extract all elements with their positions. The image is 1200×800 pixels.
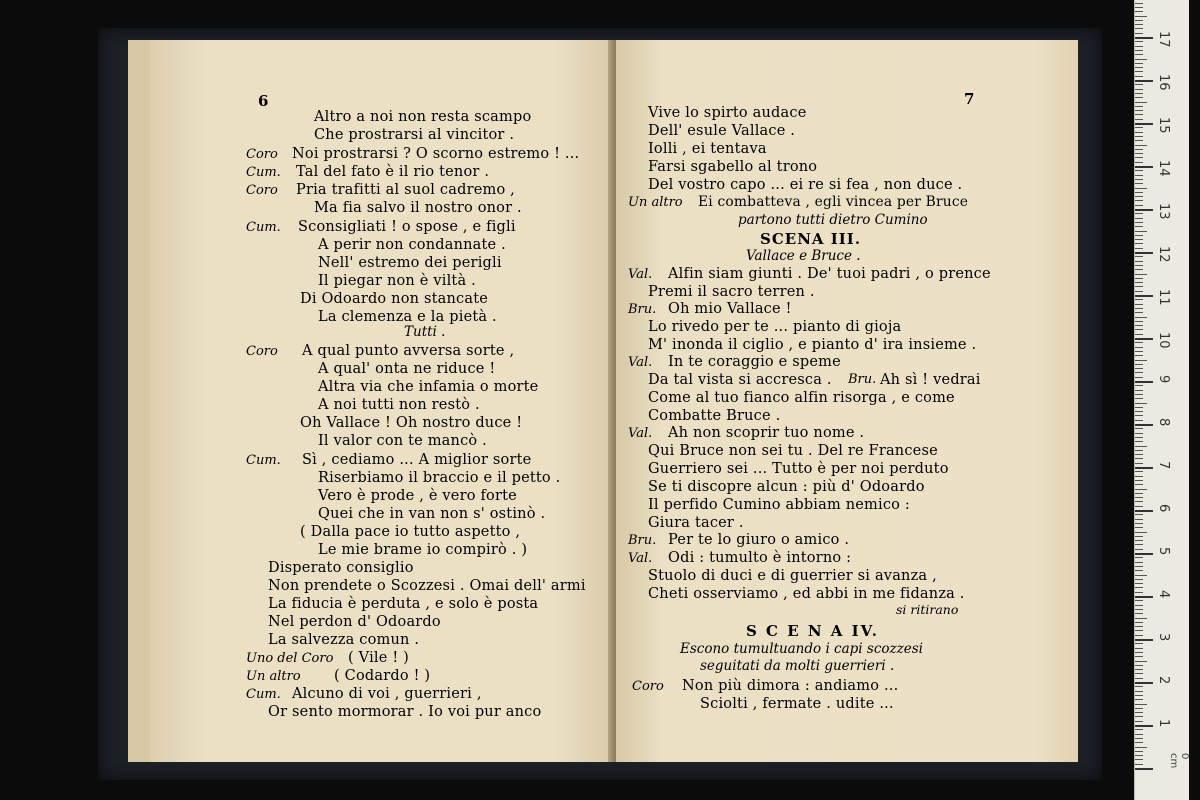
ruler-tick — [1135, 471, 1143, 472]
right-page-number: 7 — [964, 90, 975, 108]
ruler-tick — [1135, 725, 1153, 727]
ruler-tick — [1135, 596, 1153, 598]
ruler-unit: 0 cm — [1168, 753, 1190, 769]
ruler-tick — [1135, 50, 1143, 51]
verse-line: La fiducia è perduta , e solo è posta — [268, 596, 539, 612]
ruler-tick — [1135, 222, 1143, 223]
ruler-tick — [1135, 605, 1143, 606]
ruler-tick — [1135, 635, 1143, 636]
ruler-tick — [1135, 200, 1143, 201]
ruler-tick — [1135, 325, 1143, 326]
verse-line: Dell' esule Vallace . — [648, 123, 796, 139]
ruler-number: 11 — [1156, 289, 1171, 306]
verse-line: Vero è prode , è vero forte — [318, 488, 517, 504]
ruler-tick — [1135, 704, 1147, 705]
verse-line: Iolli , ei tentava — [648, 141, 767, 157]
ruler-tick — [1135, 136, 1143, 137]
ruler-tick — [1135, 16, 1147, 17]
speaker-label: Val. — [628, 355, 653, 370]
verse-line: A perir non condannate . — [318, 237, 506, 253]
ruler-tick — [1135, 721, 1143, 722]
verse-line: Nell' estremo dei perigli — [318, 255, 502, 271]
ruler-tick — [1135, 329, 1143, 330]
ruler-tick — [1135, 338, 1153, 340]
verse-line: Tal del fato è il rio tenor . — [296, 164, 490, 180]
ruler-number: 17 — [1156, 31, 1171, 48]
verse-line: Quei che in van non s' ostinò . — [318, 506, 546, 522]
left-page-number: 6 — [258, 92, 269, 110]
ruler-tick — [1135, 162, 1143, 163]
ruler-tick — [1135, 734, 1143, 735]
verse-line: Disperato consiglio — [268, 560, 414, 576]
ruler-tick — [1135, 463, 1143, 464]
verse-line: Or sento mormorar . Io voi pur anco — [268, 704, 542, 720]
verse-line: Guerriero sei ... Tutto è per noi perduto — [648, 461, 949, 477]
verse-line: A noi tutti non restò . — [318, 397, 480, 413]
ruler-tick — [1135, 716, 1143, 717]
ruler-tick — [1135, 747, 1147, 748]
ruler-tick — [1135, 695, 1143, 696]
ruler-tick — [1135, 7, 1143, 8]
ruler-tick — [1135, 157, 1143, 158]
ruler-tick — [1135, 213, 1143, 214]
verse-line: Stuolo di duci e di guerrier si avanza , — [648, 568, 937, 584]
ruler-tick — [1135, 424, 1153, 426]
ruler-tick — [1135, 398, 1143, 399]
speaker-label: Coro — [246, 147, 278, 162]
ruler-number: 10 — [1156, 332, 1171, 349]
ruler-tick — [1135, 570, 1143, 571]
ruler-tick — [1135, 102, 1147, 103]
ruler-tick — [1135, 67, 1143, 68]
ruler-tick — [1135, 764, 1143, 765]
verse-line: Alcuno di voi , guerrieri , — [292, 686, 482, 702]
ruler-tick — [1135, 351, 1143, 352]
ruler-tick — [1135, 557, 1143, 558]
ruler-tick — [1135, 626, 1143, 627]
ruler-tick — [1135, 562, 1143, 563]
ruler-tick — [1135, 54, 1143, 55]
ruler-tick — [1135, 63, 1143, 64]
ruler-tick — [1135, 768, 1153, 770]
ruler-tick — [1135, 321, 1143, 322]
speaker-label: Cum. — [246, 687, 281, 702]
verse-line: La salvezza comun . — [268, 632, 420, 648]
ruler-tick — [1135, 622, 1143, 623]
speaker-label: Cum. — [246, 220, 281, 235]
ruler-tick — [1135, 742, 1143, 743]
ruler-number: 6 — [1156, 504, 1171, 513]
ruler-tick — [1135, 510, 1153, 512]
scene-4-title: S C E N A IV. — [746, 622, 879, 640]
ruler-number: 9 — [1156, 375, 1171, 384]
ruler-tick — [1135, 540, 1143, 541]
verse-line: Riserbiamo il braccio e il petto . — [318, 470, 561, 486]
ruler-tick — [1135, 630, 1143, 631]
ruler-tick — [1135, 592, 1143, 593]
verse-line: Altro a noi non resta scampo — [314, 109, 532, 125]
ruler-tick — [1135, 114, 1143, 115]
ruler-tick — [1135, 119, 1143, 120]
ruler-tick — [1135, 342, 1143, 343]
ruler-tick — [1135, 20, 1143, 21]
speaker-label: Bru. — [628, 302, 657, 317]
ruler-tick — [1135, 41, 1143, 42]
ruler-tick — [1135, 364, 1143, 365]
ruler-tick — [1135, 183, 1143, 184]
verse-line: Giura tacer . — [648, 515, 744, 531]
speaker-label: Val. — [628, 551, 653, 566]
ruler-tick — [1135, 501, 1143, 502]
ruler-tick — [1135, 467, 1153, 469]
ruler-tick — [1135, 145, 1147, 146]
ruler-tick — [1135, 355, 1143, 356]
ruler-tick — [1135, 665, 1143, 666]
ruler-tick — [1135, 682, 1153, 684]
speaker-label: Val. — [628, 267, 653, 282]
ruler-tick — [1135, 89, 1143, 90]
ruler-number: 5 — [1156, 547, 1171, 556]
ruler-tick — [1135, 441, 1143, 442]
ruler-tick — [1135, 360, 1147, 361]
ruler-tick — [1135, 600, 1143, 601]
ruler-tick — [1135, 661, 1147, 662]
ruler-tick — [1135, 123, 1153, 125]
ruler-tick — [1135, 261, 1143, 262]
ruler-tick — [1135, 274, 1147, 275]
speaker-label: Cum. — [246, 453, 281, 468]
ruler-tick — [1135, 76, 1143, 77]
ruler-tick — [1135, 394, 1143, 395]
ruler-tick — [1135, 669, 1143, 670]
verse-line: Da tal vista si accresca . — [648, 372, 832, 388]
ruler-tick — [1135, 480, 1143, 481]
ruler-tick — [1135, 403, 1147, 404]
ruler-tick — [1135, 24, 1143, 25]
speaker-label: Bru. — [848, 372, 877, 387]
verse-line: Non più dimora : andiamo ... — [682, 678, 899, 694]
verse-line: Nel perdon d' Odoardo — [268, 614, 441, 630]
ruler-number: 1 — [1156, 719, 1171, 728]
ruler-tick — [1135, 458, 1143, 459]
ruler-tick — [1135, 609, 1143, 610]
verse-line: Ah non scoprir tuo nome . — [668, 425, 865, 441]
ruler-tick — [1135, 755, 1143, 756]
ruler-number: 15 — [1156, 117, 1171, 134]
stage-direction: si ritirano — [896, 602, 959, 617]
ruler-tick — [1135, 179, 1143, 180]
verse-line: Sciolti , fermate . udite ... — [700, 696, 894, 712]
ruler-tick — [1135, 583, 1143, 584]
ruler-tick — [1135, 489, 1147, 490]
verse-line: ( Codardo ! ) — [334, 668, 431, 684]
ruler-tick — [1135, 390, 1143, 391]
ruler-tick — [1135, 106, 1143, 107]
ruler-tick — [1135, 252, 1153, 254]
ruler-tick — [1135, 544, 1143, 545]
ruler-tick — [1135, 205, 1143, 206]
ruler-tick — [1135, 652, 1143, 653]
verse-line: Odi : tumulto è intorno : — [668, 550, 852, 566]
verse-line: La clemenza e la pietà . — [318, 309, 497, 325]
ruler-tick — [1135, 527, 1143, 528]
ruler-tick — [1135, 269, 1143, 270]
scene-3-title: SCENA III. — [760, 230, 862, 248]
ruler-tick — [1135, 476, 1143, 477]
ruler-tick — [1135, 415, 1143, 416]
verse-line: Non prendete o Scozzesi . Omai dell' armi — [268, 578, 586, 594]
ruler-tick — [1135, 317, 1147, 318]
speaker-label: Coro — [246, 183, 278, 198]
verse-line: Oh mio Vallace ! — [668, 301, 792, 317]
ruler-tick — [1135, 407, 1143, 408]
ruler-tick — [1135, 618, 1147, 619]
verse-line: Farsi sgabello al trono — [648, 159, 818, 175]
ruler-tick — [1135, 587, 1143, 588]
ruler-tick — [1135, 286, 1143, 287]
ruler-tick — [1135, 312, 1143, 313]
ruler-tick — [1135, 37, 1153, 39]
ruler-tick — [1135, 295, 1153, 297]
ruler-tick — [1135, 506, 1143, 507]
ruler-tick — [1135, 433, 1143, 434]
speaker-label: Uno del Coro — [246, 651, 334, 666]
ruler-tick — [1135, 411, 1143, 412]
speaker-label: Bru. — [628, 533, 657, 548]
verse-line: Ah sì ! vedrai — [880, 372, 981, 388]
verse-line: Cheti osserviamo , ed abbi in me fidanza . — [648, 586, 965, 602]
verse-line: Per te lo giuro o amico . — [668, 532, 850, 548]
ruler-tick — [1135, 536, 1143, 537]
ruler-number: 7 — [1156, 461, 1171, 470]
ruler-tick — [1135, 28, 1143, 29]
ruler-tick — [1135, 248, 1143, 249]
verse-line: Pria trafitti al suol cadremo , — [296, 182, 515, 198]
ruler-tick — [1135, 218, 1143, 219]
ruler-tick — [1135, 166, 1153, 168]
scene-4-description: Escono tumultuando i capi scozzesi — [680, 641, 923, 657]
ruler-tick — [1135, 523, 1143, 524]
ruler-tick — [1135, 170, 1143, 171]
ruler-tick — [1135, 33, 1143, 34]
ruler-tick — [1135, 673, 1143, 674]
verse-line: Alfin siam giunti . De' tuoi padri , o prence — [668, 266, 991, 282]
ruler-tick — [1135, 84, 1143, 85]
ruler-tick — [1135, 347, 1143, 348]
ruler-tick — [1135, 231, 1147, 232]
ruler-tick — [1135, 175, 1143, 176]
scene-3-characters: Vallace e Bruce . — [746, 248, 861, 264]
ruler-number: 3 — [1156, 633, 1171, 642]
ruler-tick — [1135, 613, 1143, 614]
ruler-tick — [1135, 377, 1143, 378]
ruler-tick — [1135, 446, 1147, 447]
verse-line: Ma fia salvo il nostro onor . — [314, 200, 522, 216]
ruler-tick — [1135, 226, 1143, 227]
ruler-number: 12 — [1156, 246, 1171, 263]
ruler-tick — [1135, 420, 1143, 421]
verse-line: Premi il sacro terren . — [648, 284, 815, 300]
ruler-number: 13 — [1156, 203, 1171, 220]
ruler-tick — [1135, 678, 1143, 679]
speaker-label: Val. — [628, 426, 653, 441]
ruler-number: 4 — [1156, 590, 1171, 599]
verse-line: Se ti discopre alcun : più d' Odoardo — [648, 479, 925, 495]
ruler-tick — [1135, 235, 1143, 236]
ruler-tick — [1135, 278, 1143, 279]
verse-line: Il piegar non è viltà . — [318, 273, 476, 289]
ruler-tick — [1135, 428, 1143, 429]
ruler-tick — [1135, 729, 1143, 730]
verse-line: A qual' onta ne riduce ! — [318, 361, 496, 377]
ruler-tick — [1135, 80, 1153, 82]
ruler-tick — [1135, 553, 1153, 555]
ruler-tick — [1135, 381, 1153, 383]
ruler-tick — [1135, 643, 1143, 644]
ruler-tick — [1135, 699, 1143, 700]
verse-line: Le mie brame io compirò . ) — [318, 542, 528, 558]
ruler-tick — [1135, 11, 1143, 12]
ruler-tick — [1135, 759, 1143, 760]
verse-line: Di Odoardo non stancate — [300, 291, 489, 307]
ruler-tick — [1135, 437, 1143, 438]
ruler-tick — [1135, 46, 1143, 47]
ruler-tick — [1135, 188, 1147, 189]
ruler-tick — [1135, 243, 1143, 244]
ruler-tick — [1135, 239, 1143, 240]
speaker-label: Un altro — [628, 195, 683, 210]
ruler-tick — [1135, 149, 1143, 150]
verse-line: Combatte Bruce . — [648, 408, 781, 424]
ruler-tick — [1135, 97, 1143, 98]
ruler-tick — [1135, 575, 1147, 576]
ruler-tick — [1135, 549, 1143, 550]
ruler-tick — [1135, 110, 1143, 111]
ruler-tick — [1135, 282, 1143, 283]
ruler-tick — [1135, 209, 1153, 211]
ruler-number: 2 — [1156, 676, 1171, 685]
speaker-label: Coro — [246, 344, 278, 359]
scene-4-description: seguitati da molti guerrieri . — [700, 658, 895, 674]
verse-line: Vive lo spirto audace — [648, 105, 807, 121]
ruler-tick — [1135, 59, 1147, 60]
ruler-tick — [1135, 368, 1143, 369]
ruler-tick — [1135, 712, 1143, 713]
ruler-number: 14 — [1156, 160, 1171, 177]
verse-line: Lo rivedo per te ... pianto di gioja — [648, 319, 902, 335]
ruler-number: 8 — [1156, 418, 1171, 427]
ruler-tick — [1135, 708, 1143, 709]
speaker-label: Coro — [632, 679, 664, 694]
ruler-tick — [1135, 454, 1143, 455]
ruler-tick — [1135, 71, 1143, 72]
verse-line: Che prostrarsi al vincitor . — [314, 127, 515, 143]
verse-line: Ei combatteva , egli vincea per Bruce — [698, 194, 969, 210]
verse-line: Del vostro capo ... ei re si fea , non duce . — [648, 177, 963, 193]
ruler-tick — [1135, 291, 1143, 292]
ruler-tick — [1135, 334, 1143, 335]
speaker-label: Un altro — [246, 669, 301, 684]
verse-line: Oh Vallace ! Oh nostro duce ! — [300, 415, 523, 431]
ruler-tick — [1135, 656, 1143, 657]
verse-line: Il valor con te mancò . — [318, 433, 487, 449]
ruler-tick — [1135, 196, 1143, 197]
ruler-tick — [1135, 686, 1143, 687]
ruler-tick — [1135, 493, 1143, 494]
ruler-tick — [1135, 308, 1143, 309]
ruler-tick — [1135, 192, 1143, 193]
ruler-tick — [1135, 519, 1143, 520]
verse-line: ( Vile ! ) — [348, 650, 410, 666]
verse-line: Il perfido Cumino abbiam nemico : — [648, 497, 910, 513]
ruler-tick — [1135, 153, 1143, 154]
ruler-tick — [1135, 372, 1143, 373]
ruler-tick — [1135, 691, 1143, 692]
ruler-number: 16 — [1156, 74, 1171, 91]
verse-line: Come al tuo fianco alfin risorga , e come — [648, 390, 955, 406]
ruler-tick — [1135, 265, 1143, 266]
ruler-tick — [1135, 751, 1143, 752]
speaker-label: Cum. — [246, 165, 281, 180]
verse-line: A qual punto avversa sorte , — [302, 343, 515, 359]
ruler-tick — [1135, 93, 1143, 94]
ruler-tick — [1135, 514, 1143, 515]
ruler-tick — [1135, 385, 1143, 386]
ruler-tick — [1135, 579, 1143, 580]
ruler-tick — [1135, 648, 1143, 649]
ruler-tick — [1135, 566, 1143, 567]
verse-line: Qui Bruce non sei tu . Del re Francese — [648, 443, 938, 459]
ruler-tick — [1135, 132, 1143, 133]
ruler-tick — [1135, 450, 1143, 451]
verse-line: Sconsigliati ! o spose , e figli — [298, 219, 516, 235]
chorus-heading: Tutti . — [404, 324, 446, 340]
ruler-tick — [1135, 304, 1143, 305]
measuring-ruler — [1134, 0, 1189, 800]
ruler-tick — [1135, 299, 1143, 300]
verse-line: M' inonda il ciglio , e pianto d' ira insieme . — [648, 337, 977, 353]
ruler-tick — [1135, 3, 1143, 4]
ruler-tick — [1135, 127, 1143, 128]
ruler-tick — [1135, 484, 1143, 485]
ruler-tick — [1135, 140, 1143, 141]
verse-line: Sì , cediamo ... A miglior sorte — [302, 452, 532, 468]
ruler-tick — [1135, 738, 1143, 739]
stage-direction: partono tutti dietro Cumino — [738, 212, 928, 228]
ruler-tick — [1135, 532, 1147, 533]
ruler-tick — [1135, 497, 1143, 498]
verse-line: Noi prostrarsi ? O scorno estremo ! ... — [292, 146, 580, 162]
ruler-tick — [1135, 639, 1153, 641]
verse-line: In te coraggio e speme — [668, 354, 841, 370]
verse-line: Altra via che infamia o morte — [318, 379, 539, 395]
ruler-tick — [1135, 256, 1143, 257]
verse-line: ( Dalla pace io tutto aspetto , — [300, 524, 521, 540]
